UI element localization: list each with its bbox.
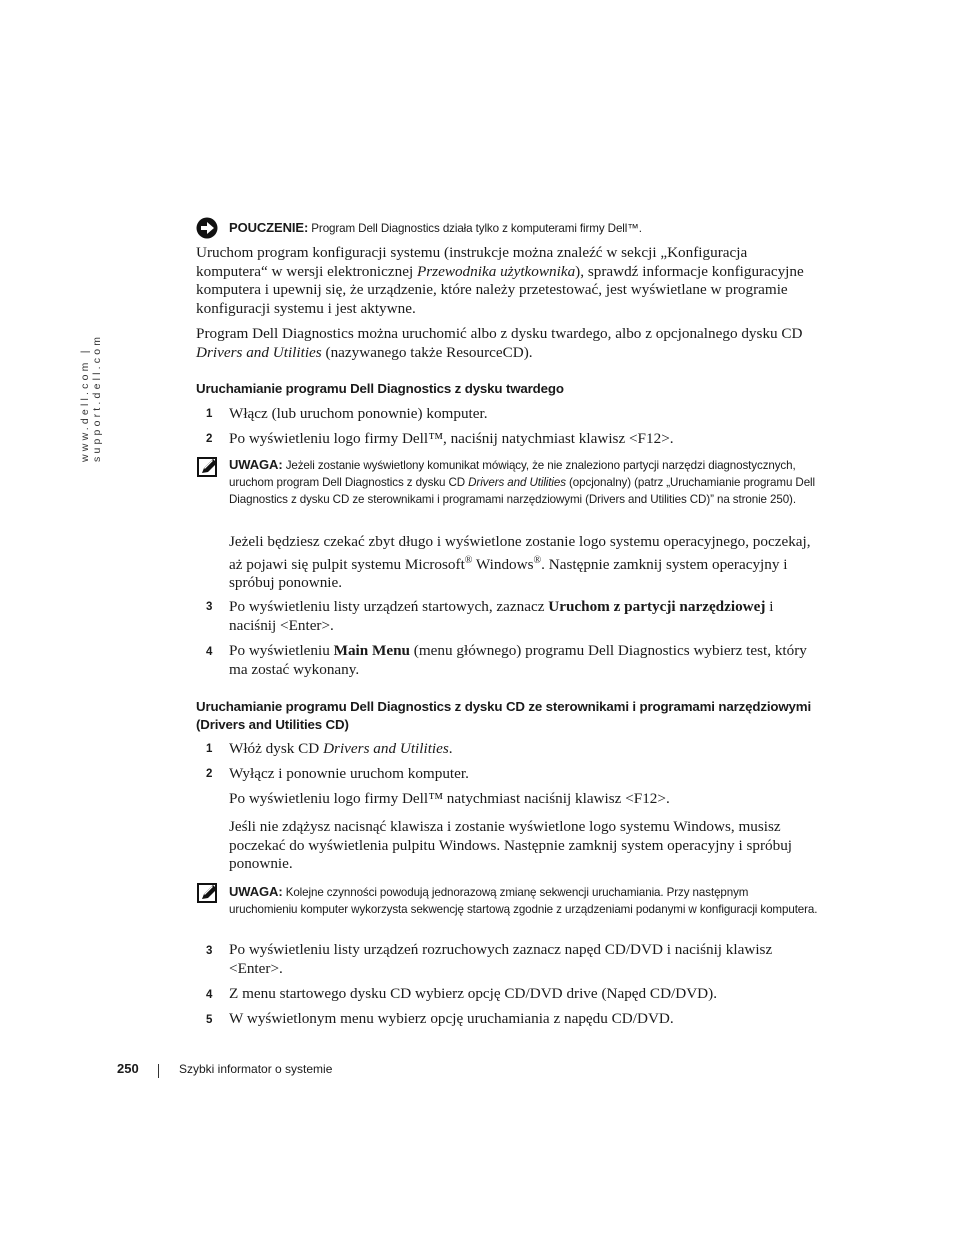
intro-p2-italic: Drivers and Utilities [196,343,322,361]
s1-note-italic: Drivers and Utilities [468,475,566,489]
s2-step4-num: 4 [206,989,213,1001]
s1-step1-text: Włącz (lub uruchom ponownie) komputer. [229,405,488,422]
s1-note [229,457,819,508]
intro-p1-text-b: ), sprawdź informacje konfiguracyjne komputera i upewnij się, że urządzenie, które należy przetestować, jest wyświetlane w programie konfiguracji systemu i jest aktywne. [196,262,804,318]
s1-para-reg2: ® [533,554,542,566]
s1-para-reg1: ® [464,554,473,566]
s1-step3-a: Po wyświetleniu listy urządzeń startowych, zaznacz [229,598,549,615]
footer-divider [158,1064,159,1078]
s1-step3-text [229,598,819,635]
section2-heading: Uruchamianie programu Dell Diagnostics z dysku CD ze sterownikami i programami narzędziowymi (Drivers and Utilities CD) [196,699,812,732]
intro-p2-text-a: Program Dell Diagnostics można uruchomić albo z dysku twardego, albo z opcjonalnego dysku CD [196,325,803,342]
s1-step3-b: i naciśnij <Enter>. [229,598,774,634]
note-pencil-icon [196,882,220,904]
page-number: 250 [117,1061,139,1076]
s1-note-text-a: Jeżeli zostanie wyświetlony komunikat mówiący, że nie znaleziono partycji narzędzi diagnostycznych, uruchom program Dell Diagnostics z dysku CD [229,459,796,489]
s1-para-c: . Następnie zamknij system operacyjny i spróbuj ponownie. [229,555,788,592]
s2-note [229,884,819,919]
s2-para-2: Jeśli nie zdążysz nacisnąć klawisza i zostanie wyświetlone logo systemu Windows, musisz poczekać do wyświetlenia pulpitu Windows. Następnie zamknij system operacyjny i spróbuj ponownie. [229,818,793,873]
s2-step1-num: 1 [206,743,213,755]
s2-step3-num: 3 [206,945,213,957]
intro-p1-italic: Przewodnika użytkownika [416,262,576,280]
s1-note-text-b: (opcjonalny) (patrz „Uruchamianie programu Dell Diagnostics z dysku CD ze sterownikami i programami narzędziowymi (Drivers and Utilities CD)” na stronie 250). [229,475,815,506]
s2-step2-num: 2 [206,768,213,780]
s2-para-1: Po wyświetleniu logo firmy Dell™ natychmiast naciśnij klawisz <F12>. [229,790,670,807]
footer-title: Szybki informator o systemie [179,1062,333,1076]
s1-para-b: Windows [472,555,534,573]
s2-step3-text: Po wyświetleniu listy urządzeń rozruchowych zaznacz napęd CD/DVD i naciśnij klawisz <Enter>. [229,941,773,977]
notice-label: POUCZENIE: [229,220,309,235]
s1-step2-text: Po wyświetleniu logo firmy Dell™, naciśnij natychmiast klawisz <F12>. [229,430,674,447]
intro-p1-text-a: Uruchom program konfiguracji systemu (instrukcje można znaleźć w sekcji „Konfiguracja komputera“ w wersji elektronicznej [196,244,748,280]
s1-para [229,533,819,593]
s2-step1-b: . [448,740,453,757]
s2-step1-italic: Drivers and Utilities [323,740,449,757]
s2-step1-text [229,740,819,759]
s2-step2-text: Wyłącz i ponownie uruchom komputer. [229,765,469,782]
intro-p2-text-b: (nazywanego także ResourceCD). [321,343,533,361]
intro-paragraph-2 [196,325,816,362]
s2-note-label: UWAGA: [229,884,283,899]
intro-paragraph-1 [196,244,816,319]
s1-step3-num: 3 [206,601,213,613]
s2-step5-text: W wyświetlonym menu wybierz opcję uruchamiania z napędu CD/DVD. [229,1010,674,1027]
s1-step4-b: (menu głównego) programu Dell Diagnostics wybierz test, który ma zostać wykonany. [229,642,807,678]
s2-step5-num: 5 [206,1014,213,1026]
s1-note-label: UWAGA: [229,457,283,472]
s1-step4-a: Po wyświetleniu [229,642,334,659]
s1-step2-num: 2 [206,433,213,445]
s1-step4-bold: Main Menu [333,642,410,659]
s1-step3-bold: Uruchom z partycji narzędziowej [548,598,766,615]
s1-step1-num: 1 [206,408,213,420]
s1-step4-num: 4 [206,646,213,658]
section1-heading: Uruchamianie programu Dell Diagnostics z dysku twardego [196,381,564,396]
s1-step4-text [229,642,819,679]
s2-note-text: Kolejne czynności powodują jednorazową zmianę sekwencji uruchamiania. Przy następnym uruchomieniu komputer wykorzysta sekwencję startową zgodnie z urządzeniami podanymi w konfiguracji komputera. [229,886,818,916]
s2-step4-text: Z menu startowego dysku CD wybierz opcję CD/DVD drive (Napęd CD/DVD). [229,985,718,1002]
note-pencil-icon [196,456,220,478]
side-url: www.dell.com | support.dell.com [79,333,103,462]
notice-text: Program Dell Diagnostics działa tylko z komputerami firmy Dell™. [311,222,642,235]
s1-para-a: Jeżeli będziesz czekać zbyt długo i wyświetlone zostanie logo systemu operacyjnego, poczekaj, aż pojawi się pulpit systemu Microsoft [229,533,811,573]
notice-arrow-icon [196,217,220,239]
notice [229,220,819,238]
s2-step1-a: Włóż dysk CD [229,740,324,757]
